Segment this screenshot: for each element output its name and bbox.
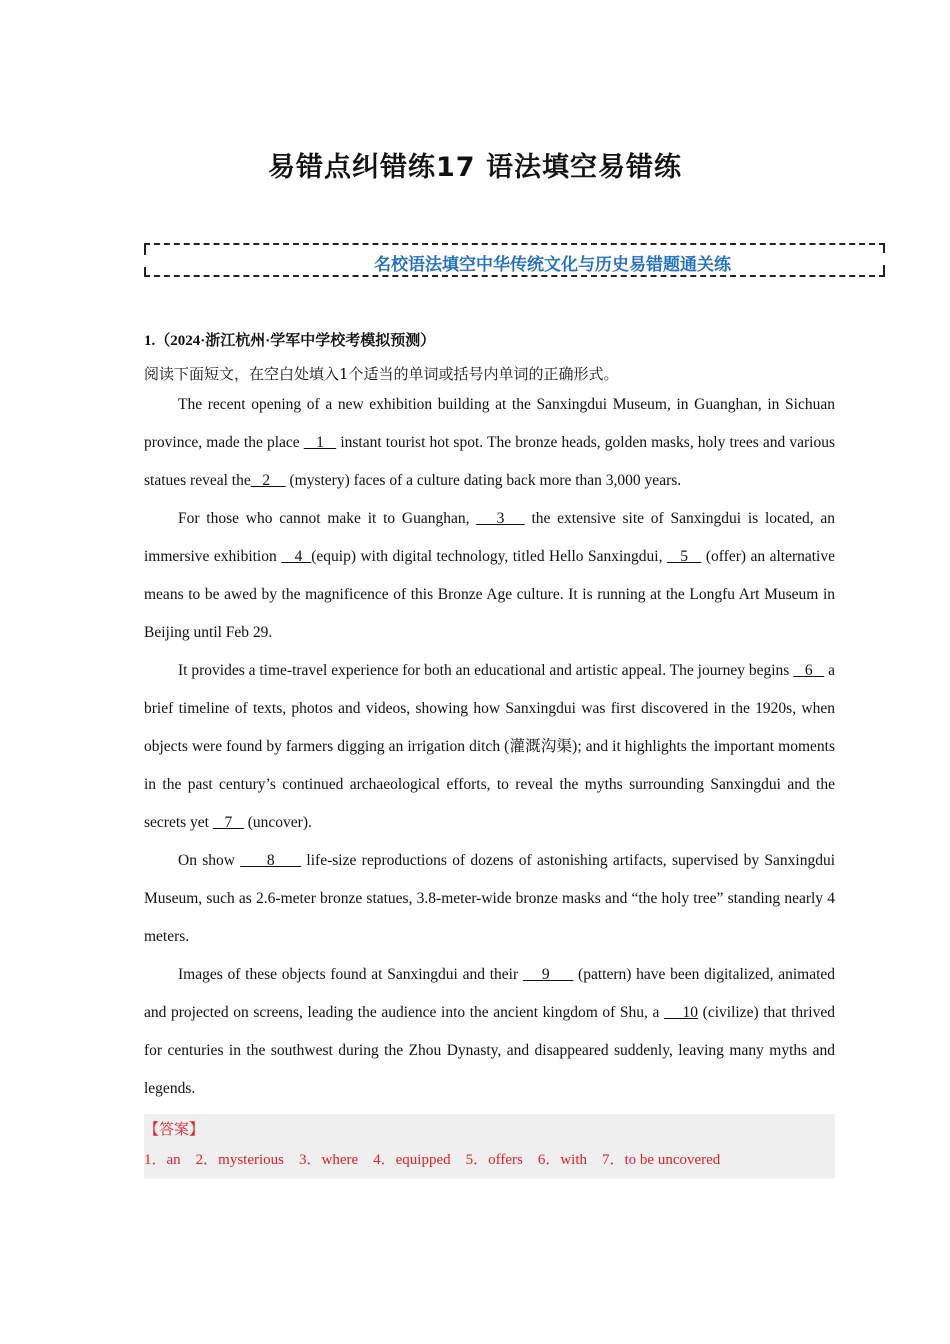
page-title: 易错点纠错练17 语法填空易错练 (268, 152, 682, 183)
question-instruction: 阅读下面短文，在空白处填入1个适当的单词或括号内单词的正确形式。 (144, 365, 619, 383)
answer-list: 1．an 2．mysterious 3．where 4．equipped 5．offers 6．with 7．to be uncovered (144, 1152, 721, 1168)
blank-5[interactable]: 5 (666, 548, 702, 565)
blank-7[interactable]: 7 (212, 814, 244, 831)
question-header: 1.（2024·浙江杭州·学军中学校考模拟预测） (144, 333, 436, 349)
blank-10[interactable]: 10 (664, 1004, 699, 1021)
passage-paragraph: It provides a time-travel experience for both an educational and artistic appeal. The journey begins 6 a brief timeline of texts, photos and videos, showing how Sanxingdui was first discovered in the 1920s, when objects were found by farmers digging an irrigation ditch (灌溉沟渠); and it highlights the important moments in the past century’s continued archaeological efforts, to reveal the myths surrounding Sanxingdui and the secrets yet 7 (uncover). (144, 662, 836, 831)
blank-1[interactable]: 1 (303, 434, 337, 451)
answer-label: 【答案】 (144, 1122, 205, 1138)
section-banner (144, 243, 885, 277)
blank-9[interactable]: 9 (522, 966, 574, 983)
question-block (144, 330, 835, 1178)
blank-4[interactable]: 4 (281, 548, 312, 565)
blank-2[interactable]: 2 (250, 472, 286, 489)
passage-paragraph: The recent opening of a new exhibition building at the Sanxingdui Museum, in Guanghan, in Sichuan province, made the place 1 instant tourist hot spot. The bronze heads, golden masks, holy trees and various statues reveal the 2 (mystery) faces of a culture dating back more than 3,000 years. (144, 396, 835, 489)
blank-3[interactable]: 3 (476, 510, 525, 527)
passage-paragraph: Images of these objects found at Sanxingdui and their 9 (pattern) have been digitalized, animated and projected on screens, leading the audience into the ancient kingdom of Shu, a 10 (civilize) that thrived for centuries in the southwest during the Zhou Dynasty, and disappeared suddenly, leaving many myths and legends. (144, 966, 836, 1097)
banner-title: 名校语法填空中华传统文化与历史易错题通关练 (372, 250, 733, 275)
passage-paragraph: On show 8 life-size reproductions of dozens of astonishing artifacts, supervised by Sanxingdui Museum, such as 2.6-meter bronze statues, 3.8-meter-wide bronze masks and “the holy tree” standing nearly 4 meters. (144, 852, 836, 945)
answer-box (144, 1114, 835, 1178)
passage-paragraph: For those who cannot make it to Guanghan, 3 the extensive site of Sanxingdui is located, an immersive exhibition 4 (equip) with digital technology, titled Hello Sanxingdui, 5 (offer) an alternative means to be awed by the magnificence of this Bronze Age culture. It is running at the Longfu Art Museum in Beijing until Feb 29. (144, 510, 835, 641)
blank-8[interactable]: 8 (240, 852, 302, 869)
blank-6[interactable]: 6 (793, 662, 825, 679)
